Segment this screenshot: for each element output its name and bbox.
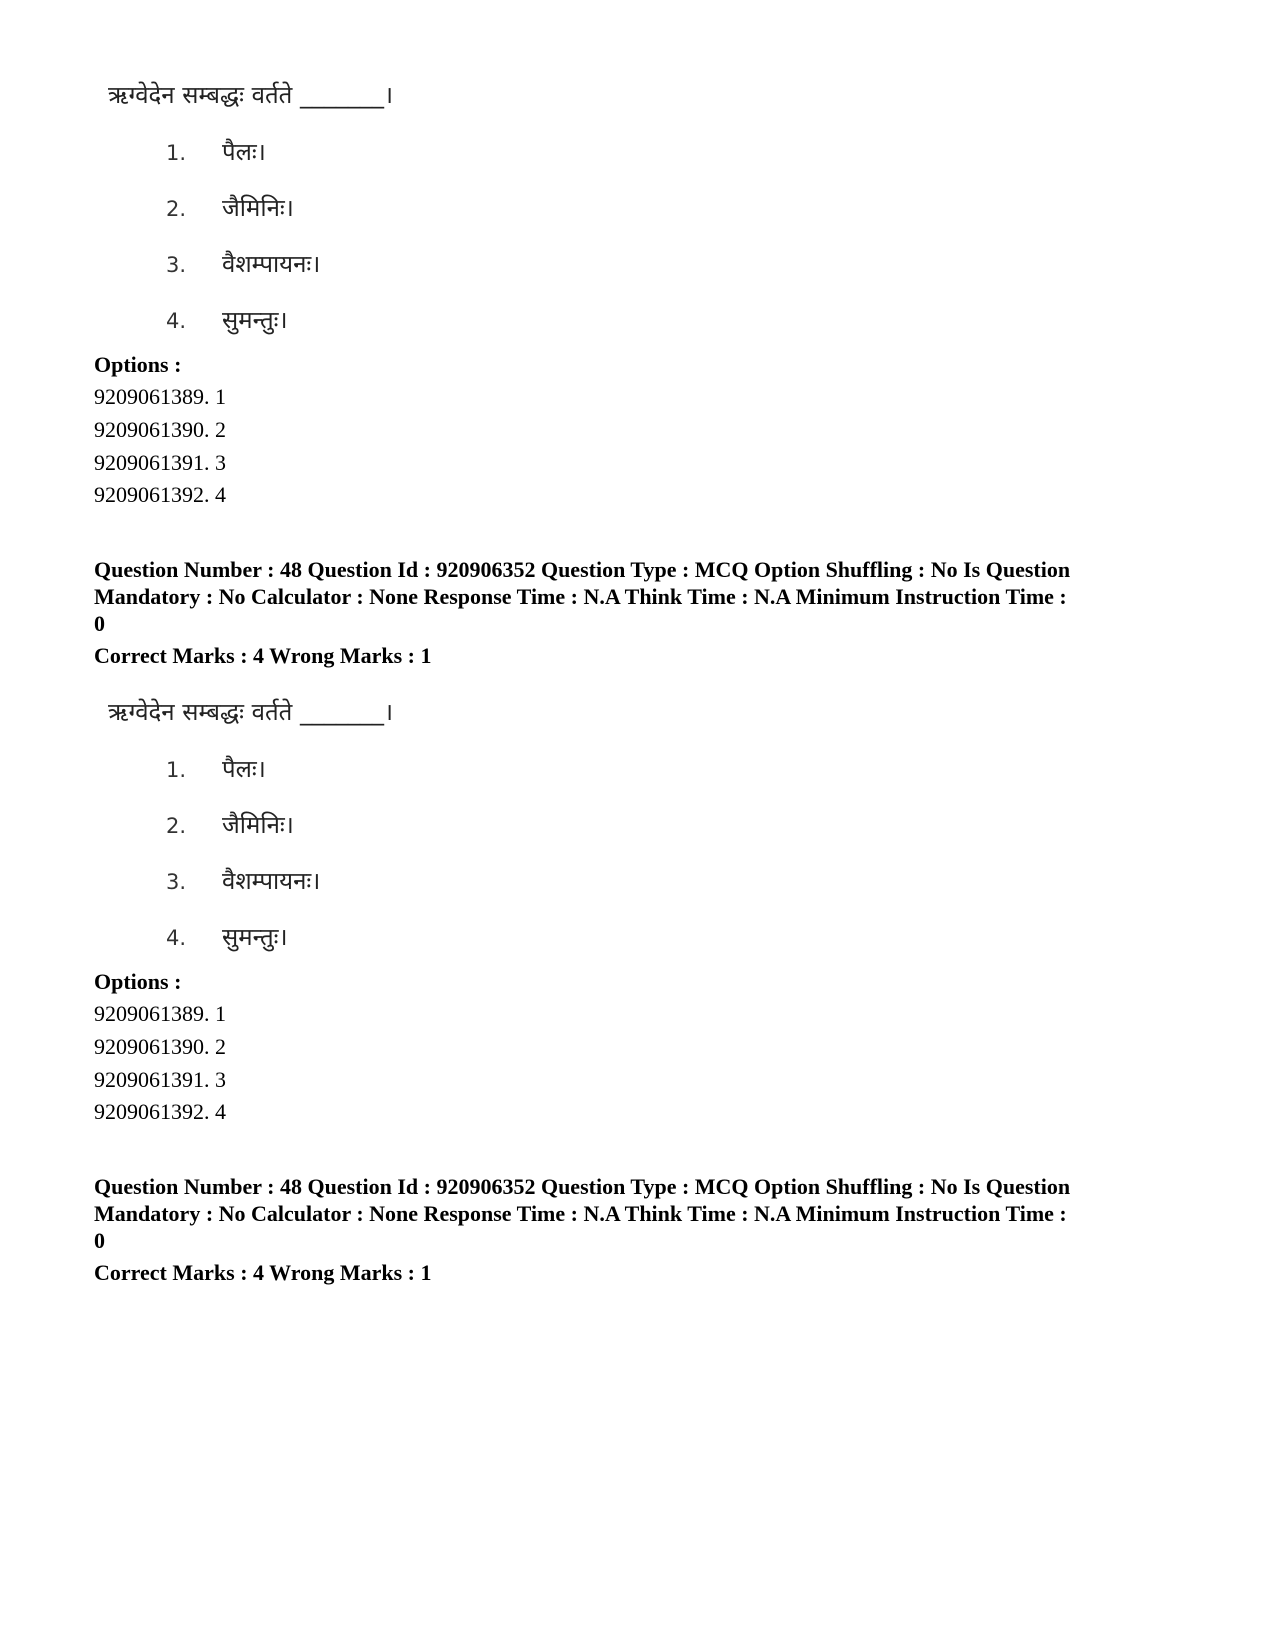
marks-line: Correct Marks : 4 Wrong Marks : 1 [94,1260,432,1285]
question-meta-header: Question Number : 48 Question Id : 920906352 Question Type : MCQ Option Shuffling : No Is Question Mandatory : No Calculator : None Response Time : N.A Think Time : N.A Minimum Instruction Time : 0 [94,557,1071,636]
choice-text: वैशम्पायनः। [222,250,321,278]
question-choice [166,808,294,841]
option-line: 9209061389. 1 [94,1001,226,1026]
question-choice [166,247,320,280]
question-choice [166,864,320,897]
choice-number: 1. [166,141,187,165]
choice-text: सुमन्तुः। [222,923,288,951]
options-label: Options : [94,969,182,994]
choice-number: 3. [166,253,187,277]
option-line: 9209061392. 4 [94,482,226,507]
choice-number: 2. [166,197,187,221]
question-stem: ऋग्वेदेन सम्बद्धः वर्तते _______। [108,81,394,109]
options-label: Options : [94,352,182,377]
choice-number: 1. [166,758,187,782]
choice-text: वैशम्पायनः। [222,867,321,895]
choice-number: 4. [166,926,187,950]
marks-line: Correct Marks : 4 Wrong Marks : 1 [94,643,432,668]
option-line: 9209061390. 2 [94,1034,226,1059]
question-choice [166,135,266,168]
option-line: 9209061391. 3 [94,1067,226,1092]
question-choice [166,920,288,953]
question-meta-header: Question Number : 48 Question Id : 920906352 Question Type : MCQ Option Shuffling : No Is Question Mandatory : No Calculator : None Response Time : N.A Think Time : N.A Minimum Instruction Time : 0 [94,1174,1071,1253]
question-choice [166,191,294,224]
choice-number: 3. [166,870,187,894]
option-line: 9209061389. 1 [94,384,226,409]
question-choice [166,752,266,785]
option-line: 9209061391. 3 [94,450,226,475]
choice-text: सुमन्तुः। [222,306,288,334]
choice-number: 2. [166,814,187,838]
question-choice [166,303,288,336]
choice-text: पैलः। [222,138,266,166]
question-stem: ऋग्वेदेन सम्बद्धः वर्तते _______। [108,698,394,726]
option-line: 9209061390. 2 [94,417,226,442]
choice-text: पैलः। [222,755,266,783]
choice-text: जैमिनिः। [222,811,294,839]
option-line: 9209061392. 4 [94,1099,226,1124]
choice-number: 4. [166,309,187,333]
choice-text: जैमिनिः। [222,194,294,222]
